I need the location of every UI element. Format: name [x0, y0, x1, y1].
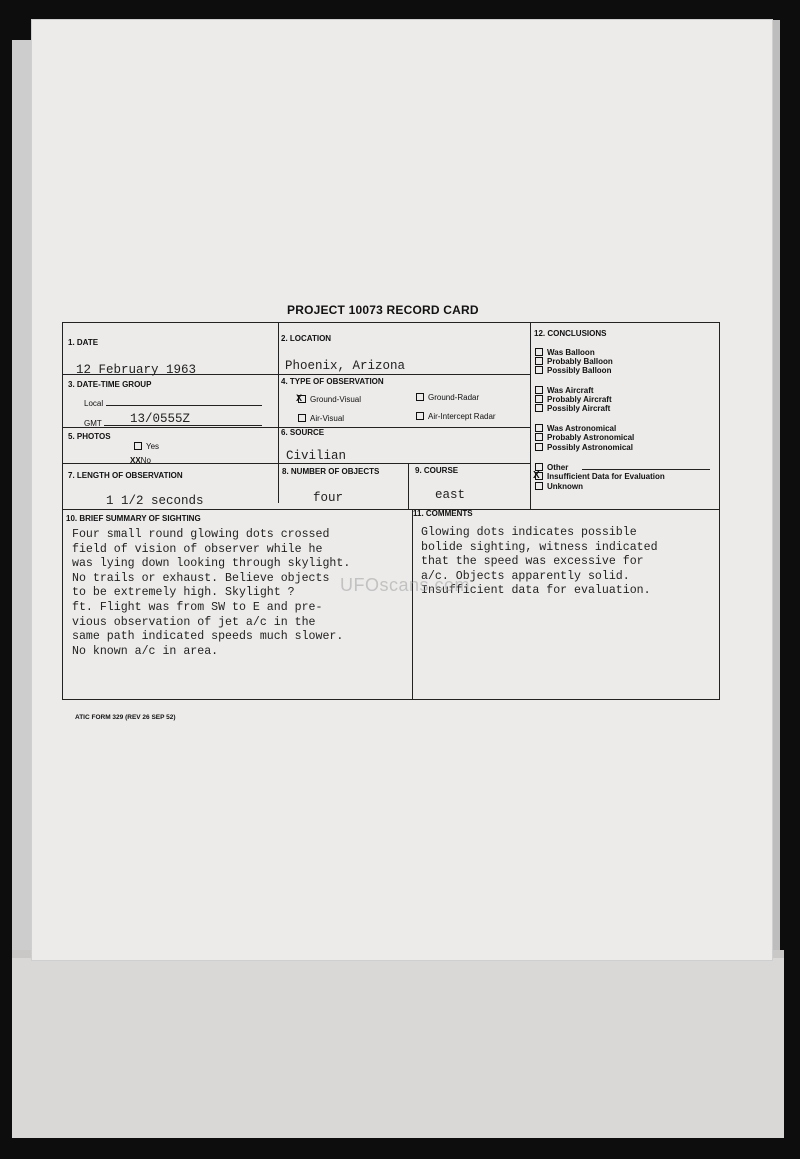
other-line — [582, 469, 710, 470]
conclusion-item: Possibly Balloon — [535, 366, 611, 375]
lower-page — [12, 958, 784, 1138]
conclusion-item: Other — [535, 463, 568, 472]
photos-yes-text: Yes — [146, 442, 160, 451]
obs-air-intercept — [416, 412, 496, 421]
local-line — [106, 405, 262, 406]
gmt-value: 13/0555Z — [130, 412, 191, 426]
divider-v3 — [408, 463, 409, 509]
summary-label: 10. BRIEF SUMMARY OF SIGHTING — [66, 514, 201, 523]
conclusion-item: Possibly Astronomical — [535, 443, 633, 452]
conclusion-item-checked: Insufficient Data for Evaluation — [535, 472, 665, 481]
photos-no-mark: XX — [130, 456, 141, 465]
ground-radar-text: Ground-Radar — [428, 393, 480, 402]
date-value: 12 February 1963 — [76, 363, 197, 377]
date-label: 1. DATE — [68, 338, 99, 347]
photos-no-text: No — [140, 456, 151, 465]
watermark-text: UFOscans.com — [340, 575, 471, 595]
checkbox — [535, 366, 543, 374]
photos-label: 5. PHOTOS — [68, 432, 111, 441]
checkbox — [535, 482, 543, 490]
conclusion-item: Was Balloon — [535, 348, 595, 357]
conclusions-label: 12. CONCLUSIONS — [534, 329, 607, 338]
air-intercept-text: Air-Intercept Radar — [428, 412, 496, 421]
checkbox — [535, 443, 543, 451]
divider-v4 — [412, 509, 413, 699]
comments-label: 11. COMMENTS — [413, 509, 473, 518]
length-value: 1 1/2 seconds — [106, 494, 204, 508]
course-value: east — [435, 488, 466, 502]
num-objects-label: 8. NUMBER OF OBJECTS — [282, 467, 380, 476]
photos-no — [130, 456, 151, 465]
checkbox — [535, 395, 543, 403]
conclusion-item: Probably Balloon — [535, 357, 613, 366]
obs-type-label: 4. TYPE OF OBSERVATION — [281, 377, 384, 386]
gmt-label: GMT — [84, 419, 102, 428]
divider-v1 — [278, 323, 279, 503]
page-edge-right — [772, 20, 780, 950]
obs-ground-visual — [298, 395, 361, 404]
conclusion-mark: X — [533, 470, 540, 481]
conclusion-item: Was Aircraft — [535, 386, 594, 395]
obs-ground-radar — [416, 393, 479, 402]
location-label: 2. LOCATION — [281, 334, 332, 343]
location-value: Phoenix, Arizona — [285, 359, 406, 373]
dtg-label: 3. DATE-TIME GROUP — [68, 380, 152, 389]
comments-text: Glowing dots indicates possible bolide sighting, witness indicated that the speed was excessive for a/c. Objects apparently solid. Insufficient data for evaluation. — [421, 526, 658, 598]
checkbox — [416, 393, 424, 401]
photos-yes — [134, 442, 159, 451]
source-value: Civilian — [286, 449, 347, 463]
checkbox — [535, 404, 543, 412]
checkbox — [535, 386, 543, 394]
obs-air-visual — [298, 414, 344, 423]
card-title: PROJECT 10073 RECORD CARD — [287, 303, 479, 317]
num-objects-value: four — [313, 491, 344, 505]
ground-visual-text: Ground-Visual — [310, 395, 361, 404]
conclusion-item: Probably Astronomical — [535, 433, 634, 442]
source-label: 6. SOURCE — [281, 428, 325, 437]
checkbox — [134, 442, 142, 450]
checkbox — [416, 412, 424, 420]
page-edge-left — [12, 40, 32, 950]
length-label: 7. LENGTH OF OBSERVATION — [68, 471, 183, 480]
checkbox — [298, 414, 306, 422]
checkbox — [535, 357, 543, 365]
ground-visual-mark: X — [296, 393, 303, 403]
divider-h4 — [63, 509, 719, 510]
checkbox — [535, 424, 543, 432]
conclusion-item: Was Astronomical — [535, 424, 616, 433]
air-visual-text: Air-Visual — [310, 414, 345, 423]
summary-text: Four small round glowing dots crossed field of vision of observer while he was lying down looking through skylight. No trails or exhaust. Believe objects to be extremely high. Skylight ? ft. Flight was from SW to E and pre- vious observation of jet a/c in the same path indicated speeds much slower. No known a/c in area. — [72, 528, 351, 658]
course-label: 9. COURSE — [415, 466, 459, 475]
checkbox — [535, 433, 543, 441]
divider-v5 — [530, 463, 531, 509]
conclusion-item: Unknown — [535, 482, 583, 491]
conclusion-item: Probably Aircraft — [535, 395, 612, 404]
conclusion-item: Possibly Aircraft — [535, 404, 610, 413]
local-label: Local — [84, 399, 104, 408]
checkbox — [535, 348, 543, 356]
form-footer: ATIC FORM 329 (REV 26 SEP 52) — [75, 714, 176, 721]
